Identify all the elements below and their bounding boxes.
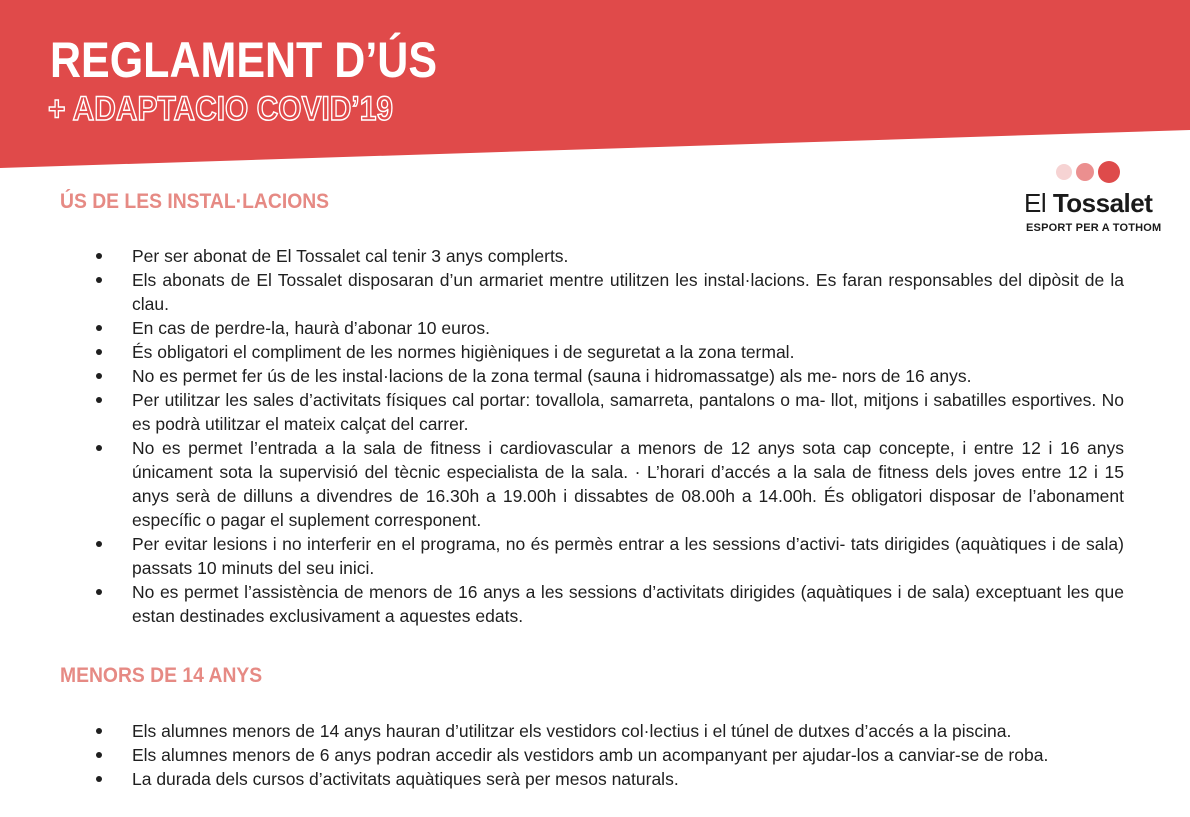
bullet-icon [96, 728, 102, 734]
list-item-text: No es permet fer ús de les instal·lacions de la zona termal (sauna i hidromassatge) als me- nors de 16 anys. [132, 366, 972, 386]
list-item-text: Per evitar lesions i no interferir en el programa, no és permès entrar a les sessions d’activi- tats dirigides (aquàtiques i de sala) passats 10 minuts del seu inici. [132, 534, 1124, 578]
logo-tagline: ESPORT PER A TOTHOM [1026, 222, 1162, 234]
list-item [92, 340, 1124, 364]
bullet-icon [96, 589, 102, 595]
logo-name [1024, 188, 1152, 219]
list-item [92, 268, 1124, 316]
list-item [92, 532, 1124, 580]
list-item [92, 436, 1124, 532]
list-item [92, 580, 1124, 628]
section-heading-under-14: MENORS DE 14 ANYS [60, 664, 263, 687]
bullet-icon [96, 325, 102, 331]
section-heading-installations: ÚS DE LES INSTAL·LACIONS [60, 190, 330, 213]
bullet-icon [96, 349, 102, 355]
bullet-icon [96, 397, 102, 403]
under-14-rules-list [92, 719, 1124, 791]
logo-dot-dark [1098, 161, 1120, 183]
logo-dot-light [1056, 164, 1072, 180]
logo-dot-medium [1076, 163, 1094, 181]
list-item [92, 719, 1124, 743]
header-banner [0, 0, 1190, 168]
bullet-icon [96, 253, 102, 259]
list-item-text: Els alumnes menors de 14 anys hauran d’utilitzar els vestidors col·lectius i el túnel de dutxes d’accés a la piscina. [132, 721, 1012, 741]
list-item [92, 364, 1124, 388]
list-item [92, 743, 1124, 767]
list-item-text: Els abonats de El Tossalet disposaran d’un armariet mentre utilitzen les instal·lacions. Es faran responsables del dipòsit de la clau. [132, 270, 1124, 314]
list-item-text: La durada dels cursos d’activitats aquàtiques serà per mesos naturals. [132, 769, 679, 789]
list-item [92, 244, 1124, 268]
list-item-text: Per ser abonat de El Tossalet cal tenir 3 anys complerts. [132, 246, 569, 266]
el-tossalet-logo [1020, 160, 1160, 240]
bullet-icon [96, 752, 102, 758]
page-subtitle: + ADAPTACIO COVID’19 [48, 90, 393, 128]
bullet-icon [96, 277, 102, 283]
logo-name-light: El [1024, 188, 1053, 218]
bullet-icon [96, 541, 102, 547]
list-item-text: No es permet l’entrada a la sala de fitness i cardiovascular a menors de 12 anys sota cap concepte, i entre 12 i 16 anys únicament sota la supervisió del tècnic especialista de la sala. · L’horari d’accés a la sala de fitness dels joves entre 12 i 15 anys serà de dilluns a divendres de 16.30h a 19.00h i dissabtes de 08.00h a 14.00h. És obligatori disposar de l’abonament específic o pagar el suplement corresponent. [132, 438, 1124, 530]
list-item-text: Per utilitzar les sales d’activitats físiques cal portar: tovallola, samarreta, pantalons o ma- llot, mitjons i sabatilles esportives. No es podrà utilitzar el mateix calçat del carrer. [132, 390, 1124, 434]
list-item-text: Els alumnes menors de 6 anys podran accedir als vestidors amb un acompanyant per ajudar-los a canviar-se de roba. [132, 745, 1049, 765]
page-title: REGLAMENT D’ÚS [50, 32, 437, 88]
logo-name-bold: Tossalet [1052, 188, 1153, 218]
list-item-text: En cas de perdre-la, haurà d’abonar 10 euros. [132, 318, 491, 338]
list-item-text: És obligatori el compliment de les normes higièniques i de seguretat a la zona termal. [132, 342, 795, 362]
list-item [92, 388, 1124, 436]
bullet-icon [96, 373, 102, 379]
list-item [92, 767, 1124, 791]
installations-rules-list [92, 244, 1124, 628]
list-item [92, 316, 1124, 340]
bullet-icon [96, 776, 102, 782]
bullet-icon [96, 445, 102, 451]
list-item-text: No es permet l’assistència de menors de 16 anys a les sessions d’activitats dirigides (aquàtiques i de sala) exceptuant les que estan destinades exclusivament a aquestes edats. [132, 582, 1124, 626]
